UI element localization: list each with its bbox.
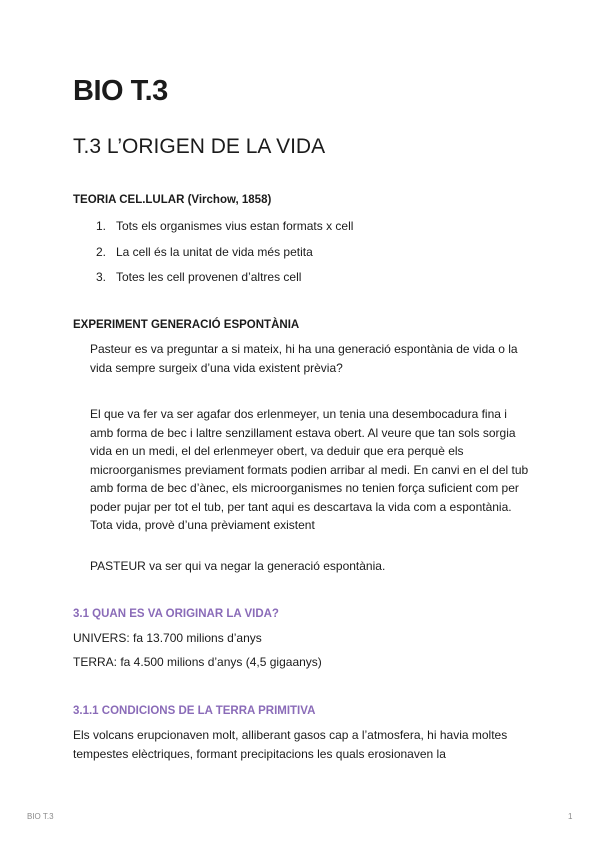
list-item-number: 1.: [96, 219, 107, 233]
list-item: [90, 265, 353, 291]
footer-label: BIO T.3: [27, 812, 54, 821]
cell-theory-heading: TEORIA CEL.LULAR (Virchow, 1858): [73, 194, 272, 206]
document-title: BIO T.3: [73, 75, 168, 107]
chapter-heading: T.3 L’ORIGEN DE LA VIDA: [73, 135, 326, 158]
list-item: [90, 240, 353, 266]
list-item-text: La cell és la unitat de vida més petita: [116, 244, 313, 259]
experiment-heading: EXPERIMENT GENERACIÓ ESPONTÀNIA: [73, 319, 300, 331]
origin-time-heading: 3.1 QUAN ES VA ORIGINAR LA VIDA?: [73, 608, 279, 620]
experiment-conclusion: PASTEUR va ser qui va negar la generació espontània.: [90, 559, 386, 573]
footer-page-number: 1: [568, 812, 573, 821]
experiment-question: Pasteur es va preguntar a si mateix, hi ha una generació espontània de vida o la vida sempre surgeix d’una vida existent prèvia?: [90, 342, 518, 375]
earth-age-line: TERRA: fa 4.500 milions d’anys (4,5 gigaanys): [73, 655, 322, 669]
conditions-text: Els volcans erupcionaven molt, alliberant gasos cap a l’atmosfera, hi havia moltes tempestes elèctriques, formant precipitacions les quals erosionaven la: [73, 728, 508, 761]
list-item-number: 3.: [96, 270, 107, 284]
cell-theory-list: [90, 214, 353, 291]
experiment-explanation: El que va fer va ser agafar dos erlenmeyer, un tenia una desembocadura fina i amb forma de bec i laltre senzillament estava obert. Al veure que tan sols sorgia vida en un medi, el del erlenmeyer obert, va deduir que era perquè els microorganismes previament formats podien arribar al medi. En canvi en el del tub amb forma de bec d’ànec, els microorganismes no tenien força suficient com per poder pujar per tot el tub, per tant aqui es descartava la vida com a espontània. Tota vida, provè d’una prèviament existent: [90, 407, 529, 532]
list-item-text: Totes les cell provenen d’altres cell: [116, 270, 302, 284]
list-item: [90, 214, 353, 240]
list-item-text: Tots els organismes vius estan formats x cell: [116, 219, 354, 233]
list-item-number: 2.: [96, 244, 107, 259]
universe-age-line: UNIVERS: fa 13.700 milions d’anys: [73, 631, 262, 645]
conditions-heading: 3.1.1 CONDICIONS DE LA TERRA PRIMITIVA: [73, 705, 316, 717]
